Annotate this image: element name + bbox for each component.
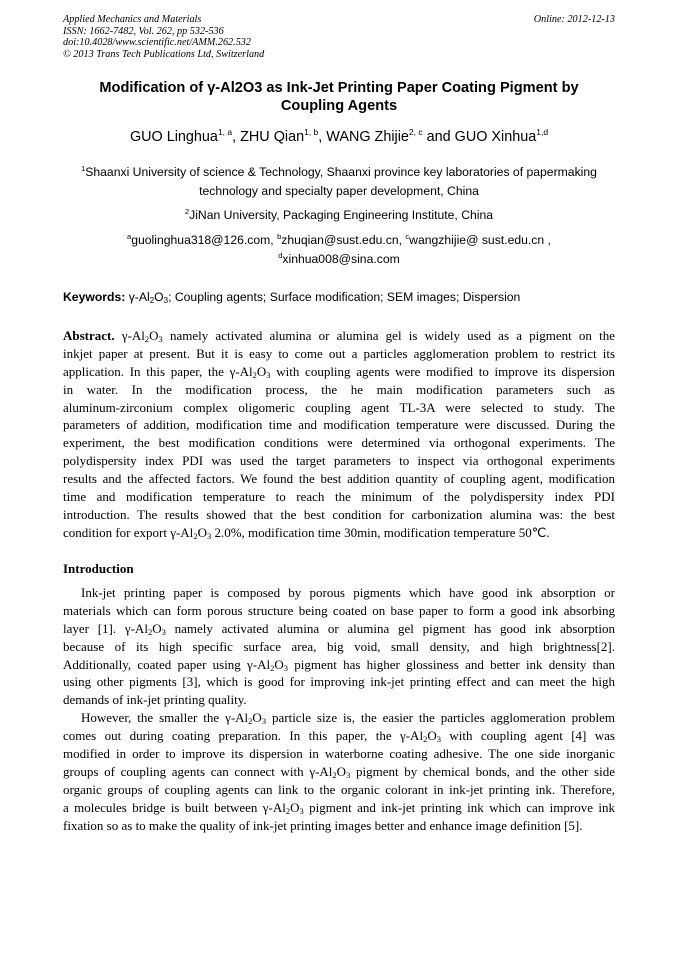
text-line: demands of ink-jet printing quality. <box>63 692 247 708</box>
email-a: guolinghua318@126.com, <box>131 233 278 247</box>
author-list: GUO Linghua$^{1, a}$, ZHU Qian$^{1, b}$, WANG Zhijie$^{2, c}$ and GUO Xinhua$^{1,d}$ <box>129 127 549 145</box>
journal-copyright: © 2013 Trans Tech Publications Ltd, Switzerland <box>63 48 265 60</box>
text-line: materials which can form porous structure being coated on base paper to form a good ink absorbing <box>63 602 615 618</box>
text-line: aluminum-zirconium complex oligomeric coupling agent TL-3A were selected to study. The <box>63 399 615 415</box>
text-line: application. In this paper, the $\gamma-Al_2O_3$ with coupling agents were modified to improve its dispersion <box>63 363 615 380</box>
paper-title-line-1: Modification of γ-Al2O3 as Ink-Jet Printing Paper Coating Pigment by <box>99 80 579 96</box>
text-line: fixation so as to make the quality of ink-jet printing images better and enhance image definition [5]. <box>63 817 583 833</box>
text-line: modified in order to improve its dispersion in waterborne coating adhesive. The one side inorganic <box>63 746 615 762</box>
journal-header <box>63 14 615 60</box>
text-line: However, the smaller the $\gamma-Al_2O_3$ particle size is, the easier the particles agglomeration problem <box>81 710 615 727</box>
text-line: because of its high specific surface area, big void, small density, and high brightness[2]. <box>63 638 615 654</box>
email-c: wangzhijie@ sust.edu.cn , <box>409 233 551 247</box>
text-line: Additionally, coated paper using $\gamma-Al_2O_3$ pigment has higher glossiness and better ink density than <box>63 656 615 673</box>
paper-title-line-2: Coupling Agents <box>280 98 398 114</box>
text-line: time and modification temperature to reach the minimum of the polydispersity index PDI <box>63 489 615 505</box>
author: GUO Xinhua$^{1,d}$ <box>454 127 549 145</box>
text-line: introduction. The results showed that the best condition for carbonization alumina was: the best <box>63 506 615 522</box>
affiliation-1: $^1$Shaanxi University of science & Technology, Shaanxi province key laboratories of papermaking technology and specialty paper development, China <box>81 164 597 198</box>
journal-doi: doi:10.4028/www.scientific.net/AMM.262.532 <box>63 37 251 49</box>
text-line: condition for export $\gamma-Al_2O_3$ 2.0%, modification time 30min, modification temperature 50℃. <box>63 524 550 541</box>
text-line: Ink-jet printing paper is composed by porous pigments which have good ink absorption or <box>81 585 615 600</box>
email-b: zhuqian@sust.edu.cn, <box>281 233 406 247</box>
journal-issn: ISSN: 1662-7482, Vol. 262, pp 532-536 <box>63 25 224 37</box>
journal-name: Applied Mechanics and Materials <box>63 14 202 25</box>
text-line: groups of coupling agents can connect with $\gamma-Al_2O_3$ pigment by chemical bonds, and the other side <box>63 763 615 780</box>
abstract <box>63 327 615 542</box>
online-date: Online: 2012-12-13 <box>533 14 615 25</box>
author-emails: $^a$guolinghua318@126.com, $^b$zhuqian@sust.edu.cn, $^c$wangzhijie@ sust.edu.cn , $^d$xinhua008@sina.com <box>127 232 551 266</box>
paper-title <box>63 79 615 115</box>
author: WANG Zhijie$^{2, c}$ <box>326 127 423 145</box>
text-line: inkjet paper at present. But it is easy to come out a particles agglomeration problem to restrict its <box>63 345 615 361</box>
keywords: Keywords: $\gamma-Al_2O_3$; Coupling agents; Surface modification; SEM images; Dispersion <box>63 290 521 305</box>
keywords-label: Keywords: <box>63 290 126 304</box>
text-line: polydispersity index PDI was used the target parameters to inspect via orthogonal experiments <box>63 453 615 469</box>
email-d: xinhua008@sina.com <box>282 251 400 266</box>
text-line: using other pigments [3], which is good for improving ink-jet printing effect and can meet the high <box>63 674 615 690</box>
text-line: parameters of addition, modification time and modification temperature were discussed. During the <box>63 417 615 433</box>
text-line: experiment, the best modification conditions were determined via orthogonal experiments. The <box>63 435 615 451</box>
text-line: organic groups of coupling agents can link to the organic colorant in ink-jet printing ink. Therefore, <box>63 781 615 797</box>
text-line: layer [1]. $\gamma-Al_2O_3$ namely activated alumina or alumina gel pigment has good ink absorption <box>63 620 615 637</box>
abstract-label: Abstract. <box>63 328 115 343</box>
text-line: in water. In the modification process, the he main modification parameters such as <box>63 381 615 397</box>
author: ZHU Qian$^{1, b}$ <box>240 127 319 145</box>
section-heading-introduction: Introduction <box>63 561 134 576</box>
author: GUO Linghua$^{1, a}$ <box>129 127 233 145</box>
introduction-body <box>63 584 615 834</box>
affiliation-2: $^2$JiNan University, Packaging Engineering Institute, China <box>184 207 494 222</box>
text-line: comes out during coating preparation. In this paper, the $\gamma-Al_2O_3$ with coupling agent [4] was <box>63 728 615 745</box>
text-line: results and the affected factors. We found the best addition quantity of coupling agent, modification <box>63 471 615 487</box>
text-line: Abstract. $\gamma-Al_2O_3$ namely activated alumina or alumina gel is widely used as a pigment on the <box>63 328 616 344</box>
text-line: a molecules bridge is built between $\gamma-Al_2O_3$ pigment and ink-jet printing ink which can improve ink <box>63 799 615 816</box>
